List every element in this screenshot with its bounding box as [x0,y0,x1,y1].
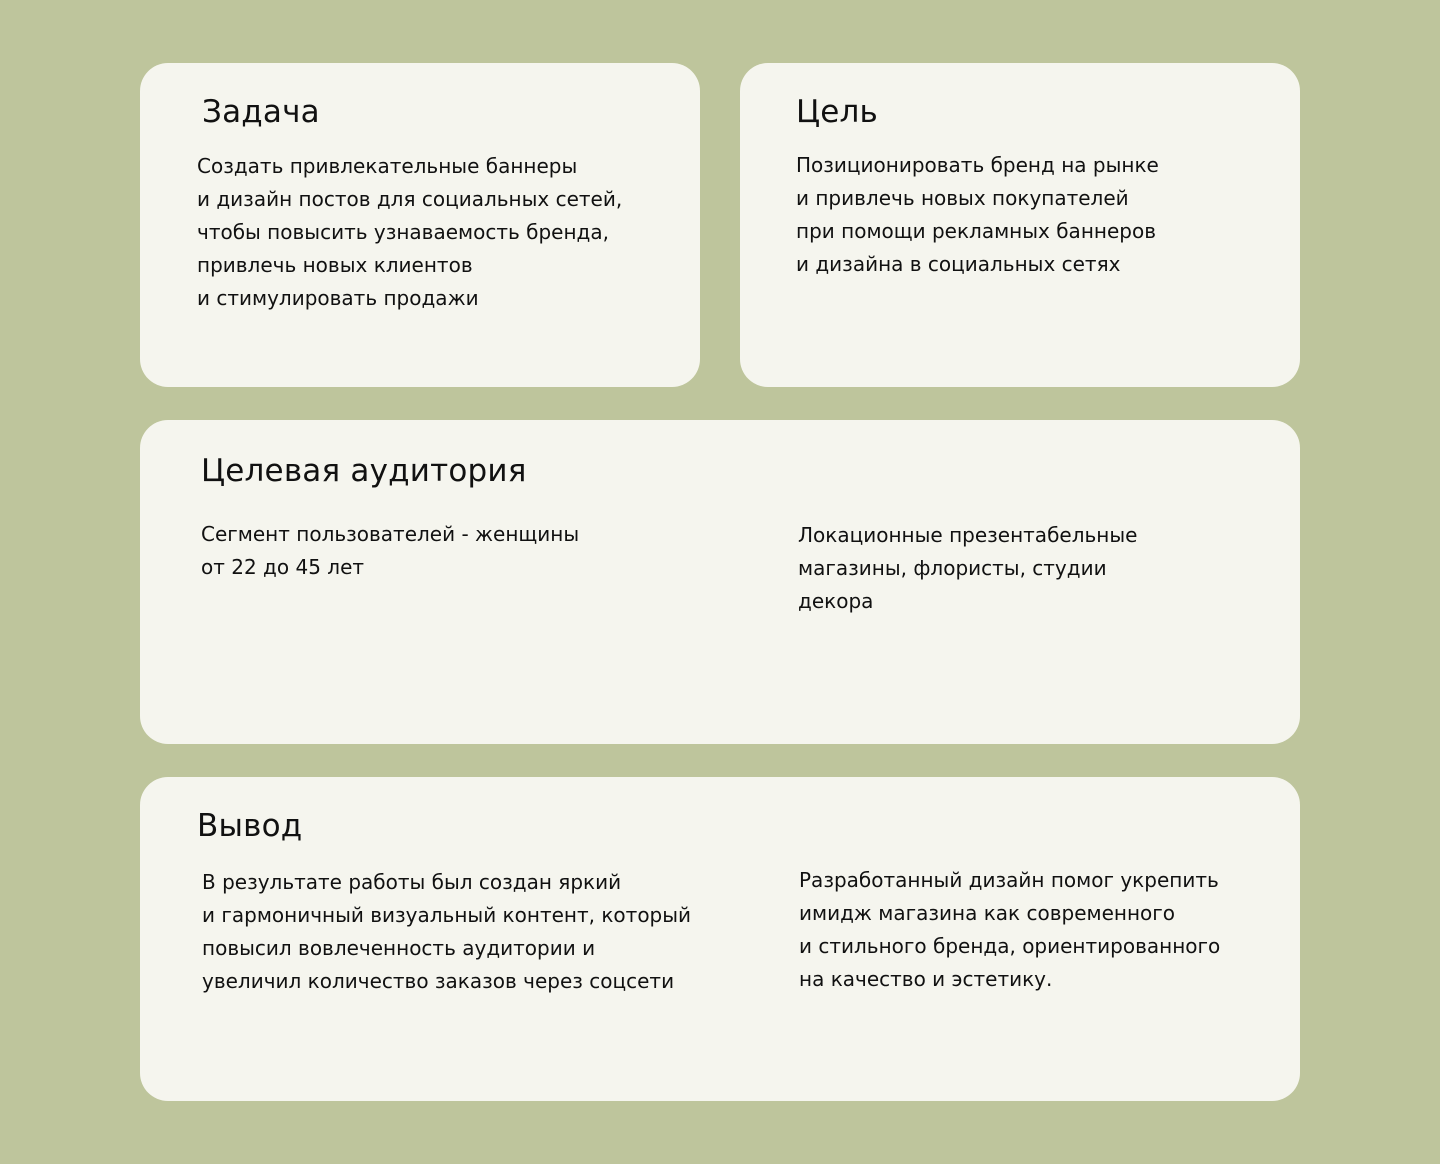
result-title: Вывод [197,808,303,844]
audience-locations-text: Локационные презентабельные магазины, флористы, студии декора [798,523,1138,613]
result-card [140,777,1300,1101]
task-card [140,63,700,387]
result-left-text: В результате работы был создан яркий и гармоничный визуальный контент, который повысил вовлеченность аудитории и увеличил количество заказов через соцсети [202,870,692,993]
goal-text: Позиционировать бренд на рынке и привлечь новых покупателей при помощи рекламных баннеров и дизайна в социальных сетях [796,153,1159,276]
goal-card [740,63,1300,387]
task-title: Задача [202,94,320,130]
result-right-text: Разработанный дизайн помог укрепить имидж магазина как современного и стильного бренда, ориентированного на качество и эстетику. [799,868,1221,991]
audience-segment-text: Сегмент пользователей - женщины от 22 до 45 лет [201,522,580,579]
audience-title: Целевая аудитория [201,453,527,489]
goal-title: Цель [796,94,879,130]
task-text: Создать привлекательные баннеры и дизайн постов для социальных сетей, чтобы повысить узнаваемость бренда, привлечь новых клиентов и стимулировать продажи [197,154,623,310]
audience-card [140,420,1300,744]
